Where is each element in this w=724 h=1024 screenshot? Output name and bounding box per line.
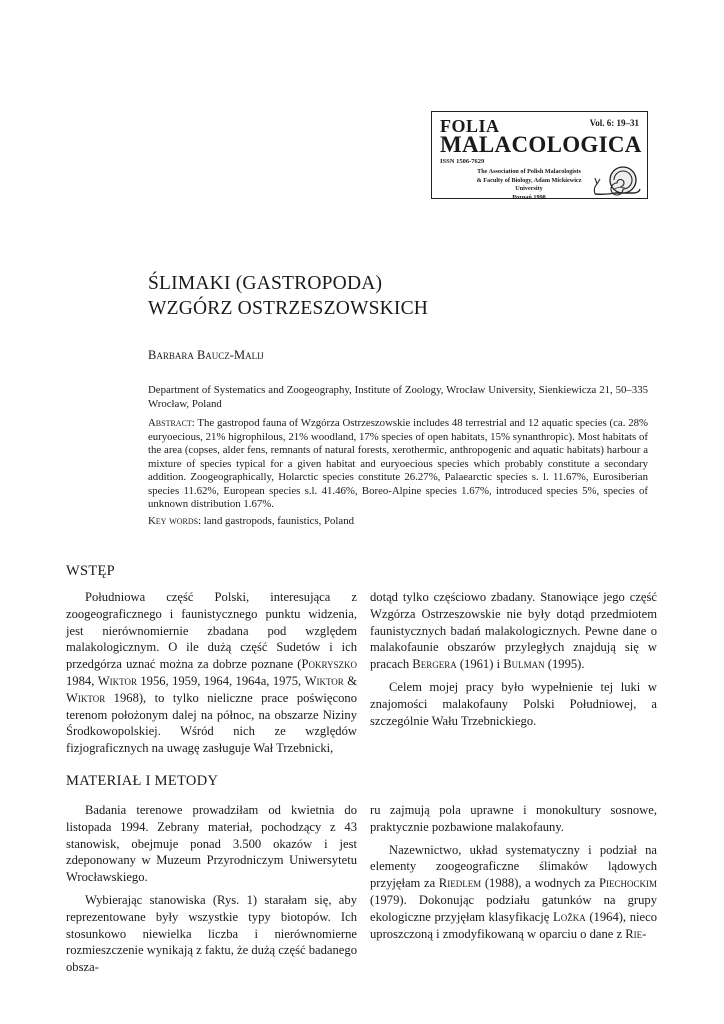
metody-right-column: [370, 802, 657, 942]
journal-header-box: [431, 111, 648, 199]
metody-left-paragraph-1: Badania terenowe prowadziłam od kwietnia do listopada 1994. Zebrany materiał, pochodzący z 43 stanowisk, obejmuje ponad 3.500 okazów i jest zdeponowany w Muzeum Przyrodniczym Uniwersytetu Wrocławskiego.: [66, 803, 357, 885]
wstep-right-paragraph-2: Celem mojej pracy było wypełnienie tej luki w znajomości malakofauny Polski Południowej, a szczególnie Wału Trzebnickiego.: [370, 679, 657, 728]
metody-right-paragraph-2: Nazewnictwo, układ systematyczny i podział na elementy zoogeograficzne ślimaków lądowych przyjęłam za Riedlem (1988), a wodnych za Piechockim (1979). Dokonując podziału gatunków na grupy ekologiczne przyjęłam klasyfikację Ložka (1964), nieco uproszczoną i zmodyfikowaną w oparciu o dane z Rie-: [370, 842, 658, 941]
association-line2: & Faculty of Biology, Adam Mickiewicz University: [476, 176, 582, 192]
metody-left-column: [66, 802, 357, 976]
journal-name-line1: FOLIA: [440, 116, 500, 136]
article-title-line2: WZGÓRZ OSTRZESZOWSKICH: [148, 298, 429, 319]
wstep-right-paragraph-1: dotąd tylko częściowo zbadany. Stanowiące jego część Wzgórza Ostrzeszowskie nie były dotąd przedmiotem faunistycznych badań malakologicznych. Pewne dane o malakofaunie obszarów przyległych znajdują się w pracach Bergera (1961) i Bulman (1995).: [370, 590, 657, 672]
section-heading-wstep: WSTĘP: [66, 563, 116, 579]
author-affiliation: Department of Systematics and Zoogeography, Institute of Zoology, Wrocław University, Sienkiewicza 21, 50–335 Wrocław, Poland: [148, 384, 648, 410]
wstep-left-column: [66, 589, 357, 757]
journal-issn: ISSN 1506-7629: [440, 158, 485, 165]
journal-name-line2: MALACOLOGICA: [440, 132, 642, 157]
keywords-text: land gastropods, faunistics, Poland: [203, 515, 355, 527]
keywords: [148, 515, 648, 529]
metody-left-paragraph-2: Wybierając stanowiska (Rys. 1) starałam się, aby reprezentowane były wszystkie typy biotopów. Ich stosunkowo niewielka liczba i nierównomierne rozmieszczenie wynikają z faktu, że dużą część badanego obsza-: [66, 892, 357, 975]
abstract-label: Abstract:: [148, 417, 195, 429]
keywords-label: Key words:: [148, 515, 202, 527]
wstep-right-column: [370, 589, 657, 729]
snail-logo-icon: [593, 162, 643, 198]
association-line1: The Association of Polish Malacologists: [477, 168, 581, 175]
association-line3: Poznań 1998: [512, 193, 546, 201]
journal-volume: Vol. 6: 19–31: [589, 118, 639, 128]
journal-association: [464, 168, 594, 202]
wstep-left-paragraph: Południowa część Polski, interesująca z zoogeograficznego i faunistycznego punktu widzenia, jest nierównomiernie zbadana pod względem malakologicznym. O ile dużą część Sudetów i ich przedgórza uznać można za dobrze poznane (Pokryszko 1984, Wiktor 1956, 1959, 1964, 1964a, 1975, Wiktor & Wiktor 1968), to tylko nieliczne prace poświęcono terenom położonym dalej na północ, na obszarze Niziny Środkowopolskiej. Wśród nich ze względów fizjograficznych na uwagę zasługuje Wał Trzebnicki,: [66, 590, 357, 756]
section-heading-metody: MATERIAŁ I METODY: [66, 773, 219, 789]
metody-right-paragraph-1: ru zajmują pola uprawne i monokultury sosnowe, praktycznie pozbawione malakofauny.: [370, 803, 657, 834]
article-title-line1: ŚLIMAKI (GASTROPODA): [148, 273, 383, 294]
abstract-text: The gastropod fauna of Wzgórza Ostrzeszowskie includes 48 terrestrial and 12 aquatic species (ca. 28% euryoecious, 21% higrophilous, 21% woodland, 17% species of open habitats, 15% synanthropic). Most habitats of the area (copses, alder fens, remnants of natural forests, xerothermic, anthropogenic and aquatic habitats) harbour a mixture of species typical for a given habitat and euryoecious species which probably constitute a secondary addition. Zoogeographically, Holarctic species constitute 26.27%, Palaearctic species s. l. 11.67%, Eurosiberian species 11.62%, European species s.l. 41.46%, Boreo-Alpine species 1.67%, introduced species 5%, species of unknown distribution 1.67%.: [148, 417, 648, 510]
article-author: Barbara Baucz-Malij: [148, 348, 264, 362]
abstract: [148, 417, 648, 512]
